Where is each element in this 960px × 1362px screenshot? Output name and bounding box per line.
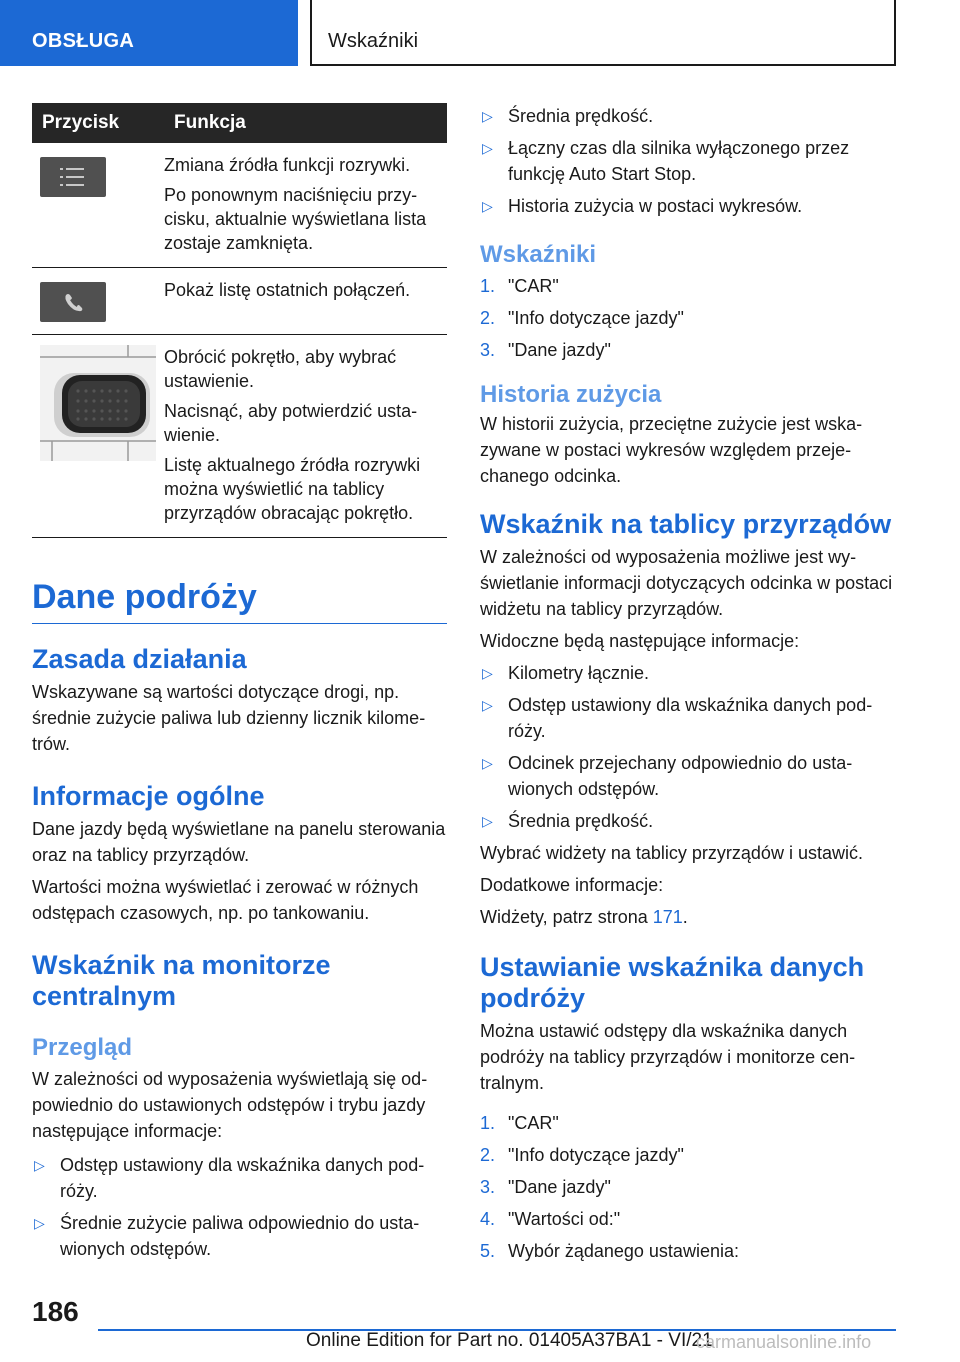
- triangle-bullet-icon: ▷: [482, 813, 493, 829]
- section-heading: Wskaźnik na tablicy przyrządów: [480, 509, 892, 539]
- triangle-bullet-icon: ▷: [482, 665, 493, 681]
- chapter-title: Wskaźniki: [328, 30, 419, 52]
- list-item: ▷ Średnia prędkość.: [480, 808, 895, 834]
- function-text: Pokaż listę ostatnich połączeń.: [164, 280, 411, 300]
- list-item: ▷ Odstęp ustawiony dla wskaźnika danych podróży.: [480, 692, 895, 744]
- button-function-table: [32, 103, 447, 538]
- list-item: ▷ Odstęp ustawiony dla wskaźnika danych podróży.: [32, 1152, 447, 1204]
- paragraph: Dodatkowe informacje:: [480, 875, 664, 895]
- list-item: 2. "Info dotyczące jazdy": [480, 308, 684, 328]
- paragraph: Dane jazdy będą wyświetlane na panelu sterowania oraz na tablicy przyrządów.: [32, 819, 446, 865]
- triangle-bullet-icon: ▷: [482, 198, 493, 214]
- page-header: [0, 0, 960, 66]
- paragraph: Widżety, patrz strona 171.: [480, 907, 688, 927]
- watermark: carmanualsonline.info: [696, 1332, 872, 1352]
- paragraph: Wartości można wyświetlać i zerować w różnych odstępach czasowych, np. po tankowaniu.: [32, 877, 419, 923]
- paragraph: Wybrać widżety na tablicy przyrządów i ustawić.: [480, 843, 863, 863]
- triangle-bullet-icon: ▷: [482, 108, 493, 124]
- list-icon: [40, 157, 106, 197]
- section-heading: Zasada działania: [32, 644, 247, 674]
- paragraph: W zależności od wyposażenia możliwe jest wyświetlanie informacji dotyczących odcinka w postaci widżetu na tablicy przyrządów.: [480, 547, 893, 619]
- function-text: Zmiana źródła funkcji rozrywki.: [164, 155, 411, 175]
- left-column: [32, 103, 447, 1268]
- triangle-bullet-icon: ▷: [34, 1157, 45, 1173]
- triangle-bullet-icon: ▷: [482, 140, 493, 156]
- list-item: 3. "Dane jazdy": [480, 1177, 611, 1197]
- numbered-list: [480, 273, 895, 363]
- list-item: ▷ Odcinek przejechany odpowiednio do ustawionych odstępów.: [480, 750, 895, 802]
- page-reference-link[interactable]: 171: [652, 907, 683, 927]
- section-heading: Informacje ogólne: [32, 781, 265, 811]
- table-row: [32, 268, 447, 335]
- right-column: [480, 103, 895, 1270]
- list-item: ▷ Kilometry łącznie.: [480, 660, 895, 686]
- bullet-list: [480, 660, 895, 834]
- section-heading: Ustawianie wskaźnika danych podróży: [480, 952, 865, 1013]
- list-item: ▷ Średnia prędkość.: [480, 103, 895, 129]
- list-item: ▷ Historia zużycia w postaci wykresów.: [480, 193, 895, 219]
- list-item: 5. Wybór żądanego ustawienia:: [480, 1241, 739, 1261]
- triangle-bullet-icon: ▷: [482, 755, 493, 771]
- paragraph: W zależności od wyposażenia wyświetlają się odpowiednio do ustawionych odstępów i trybu jazdy następujące informacje:: [32, 1069, 428, 1141]
- table-row: [32, 335, 447, 538]
- phone-icon: [40, 282, 106, 322]
- controller-knob-icon: [40, 345, 156, 461]
- bullet-list: [32, 1152, 447, 1262]
- list-item: 2. "Info dotyczące jazdy": [480, 1145, 684, 1165]
- bullet-list: [480, 103, 895, 219]
- function-text: Listę aktualnego źródła rozrywki można wyświetlić na tablicy przyrządów obracając pokrętło.: [164, 455, 421, 523]
- page-number: 186: [32, 1296, 79, 1327]
- function-text: Nacisnąć, aby potwierdzić ustawienie.: [164, 401, 418, 445]
- subsection-heading: Historia zużycia: [480, 381, 662, 408]
- function-text: Po ponownym naciśnięciu przycisku, aktualnie wyświetlana lista zostaje zamknięta.: [164, 185, 427, 253]
- triangle-bullet-icon: ▷: [34, 1215, 45, 1231]
- list-item: ▷ Łączny czas dla silnika wyłączonego przez funkcję Auto Start Stop.: [480, 135, 895, 187]
- subsection-heading: Przegląd: [32, 1034, 133, 1061]
- table-header-button: Przycisk: [32, 103, 164, 143]
- list-item: 4. "Wartości od:": [480, 1209, 621, 1229]
- edition-text: Online Edition for Part no. 01405A37BA1 - VI/21: [306, 1330, 713, 1351]
- paragraph: Widoczne będą następujące informacje:: [480, 631, 800, 651]
- function-text: Obrócić pokrętło, aby wybrać ustawienie.: [164, 347, 397, 391]
- table-row: [32, 143, 447, 268]
- paragraph: Można ustawić odstępy dla wskaźnika danych podróży na tablicy przyrządów i monitorze centralnym.: [480, 1021, 856, 1093]
- list-item: 1. "CAR": [480, 276, 559, 296]
- subsection-heading: Wskaźniki: [480, 241, 597, 268]
- section-heading: Wskaźnik na monitorze centralnym: [32, 950, 331, 1011]
- paragraph: W historii zużycia, przeciętne zużycie jest wskazywane w postaci wykresów względem przejechanego odcinka.: [480, 414, 863, 486]
- chapter-title-box: [310, 0, 896, 66]
- triangle-bullet-icon: ▷: [482, 697, 493, 713]
- paragraph: Wskazywane są wartości dotyczące drogi, np. średnie zużycie paliwa lub dzienny licznik kilometrów.: [32, 682, 426, 754]
- list-item: 1. "CAR": [480, 1113, 559, 1133]
- table-header-function: Funkcja: [164, 103, 447, 143]
- list-item: 3. "Dane jazdy": [480, 340, 611, 360]
- list-item: ▷ Średnie zużycie paliwa odpowiednio do ustawionych odstępów.: [32, 1210, 447, 1262]
- numbered-list: [480, 1110, 895, 1264]
- section-label: OBSŁUGA: [0, 0, 298, 66]
- main-heading: Dane podróży: [32, 578, 447, 624]
